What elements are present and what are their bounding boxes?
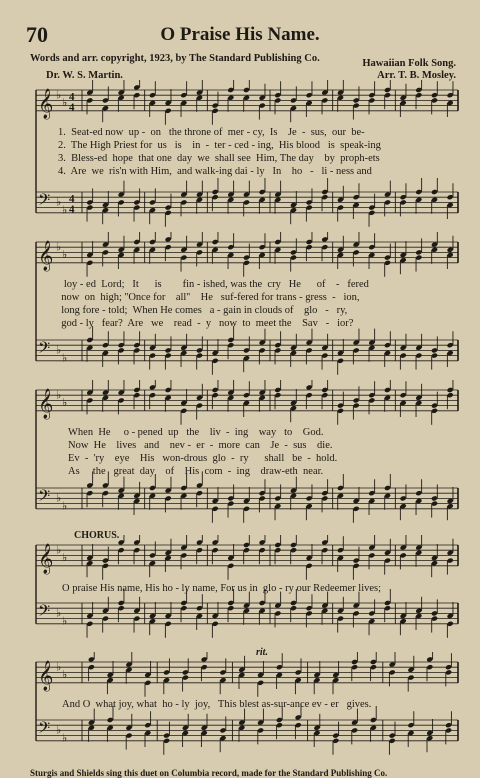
flat-sign: ♭ — [62, 732, 68, 745]
time-signature-top: 4 — [69, 90, 75, 103]
bass-clef: 𝄢 — [38, 602, 51, 625]
lyric-line: When He o - pened up the liv - ing way to God. — [68, 427, 324, 438]
lyric-line: Ev - 'ry eye His won-drous glo - ry shall be - hold. — [68, 453, 338, 464]
flat-sign: ♭ — [62, 615, 68, 628]
lyric-line: god - ly fear? Are we read - y now to meet the Sav - ior? — [56, 318, 354, 329]
hymn-title: O Praise His Name. — [160, 24, 320, 45]
time-signature-bottom: 4 — [69, 203, 75, 216]
treble-clef: 𝄞 — [38, 543, 54, 574]
flat-sign: ♭ — [56, 196, 62, 209]
treble-clef: 𝄞 — [38, 660, 54, 691]
bass-clef: 𝄢 — [38, 719, 51, 742]
arranger-credit: Arr. T. B. Mosley. — [377, 70, 456, 81]
footer-note: Sturgis and Shields sing this duet on Columbia record, made for the Standard Publishing Co. — [30, 768, 388, 778]
lyric-line: 2. The High Priest for us is in - ter - ced - ing, His blood is speak-ing — [58, 140, 381, 151]
folk-song-credit: Hawaiian Folk Song. — [362, 58, 456, 69]
hymn-number: 70 — [26, 22, 48, 47]
lyric-line: loy - ed Lord; It is fin - ished, was the cry He of - fered — [56, 279, 369, 290]
flat-sign: ♭ — [56, 607, 62, 620]
time-signature-bottom: 4 — [69, 101, 75, 114]
time-signature-top: 4 — [69, 192, 75, 205]
flat-sign: ♭ — [62, 204, 68, 217]
composer-credit: Dr. W. S. Martin. — [46, 70, 123, 81]
flat-sign: ♭ — [62, 352, 68, 365]
lyric-line: O praise His name, His ho - ly name, For us in glo - ry our Redeemer lives; — [62, 583, 382, 594]
flat-sign: ♭ — [56, 492, 62, 505]
flat-sign: ♭ — [62, 397, 68, 410]
flat-sign: ♭ — [62, 500, 68, 513]
flat-sign: ♭ — [56, 544, 62, 557]
flat-sign: ♭ — [62, 249, 68, 262]
bass-clef: 𝄢 — [38, 191, 51, 214]
bass-clef: 𝄢 — [38, 339, 51, 362]
lyric-line: now on high; ''Once for all'' He suf-fered for trans - gress - ion, — [56, 292, 360, 303]
lyric-line: long fore - told; When He comes a - gain in clouds of glo - ry, — [56, 305, 348, 316]
treble-clef: 𝄞 — [38, 388, 54, 419]
lyric-line: 4. Are we ris'n with Him, and walk-ing dai - ly In ho - li - ness and — [58, 166, 372, 177]
lyric-line: As the great day of His com - ing draw-eth near. — [68, 466, 324, 477]
flat-sign: ♭ — [56, 389, 62, 402]
lyric-line: 3. Bless-ed hope that one day we shall see Him, The day by proph-ets — [58, 153, 380, 164]
flat-sign: ♭ — [56, 241, 62, 254]
flat-sign: ♭ — [56, 724, 62, 737]
treble-clef: 𝄞 — [38, 240, 54, 271]
flat-sign: ♭ — [62, 552, 68, 565]
copyright-line: Words and arr. copyright, 1923, by The Standard Publishing Co. — [30, 53, 320, 64]
ritardando-mark: rit. — [256, 647, 268, 658]
flat-sign: ♭ — [56, 89, 62, 102]
treble-clef: 𝄞 — [38, 88, 54, 119]
flat-sign: ♭ — [56, 344, 62, 357]
lyric-line: Now He lives and nev - er - more can Je - sus die. — [68, 440, 333, 451]
bass-clef: 𝄢 — [38, 487, 51, 510]
flat-sign: ♭ — [56, 661, 62, 674]
flat-sign: ♭ — [62, 97, 68, 110]
lyric-line: And O what joy, what ho - ly joy, This blest as-sur-ance ev - er gives. — [62, 699, 372, 710]
flat-sign: ♭ — [62, 669, 68, 682]
lyric-line: 1. Seat-ed now up - on the throne of mer - cy, Is Je - sus, our be- — [58, 127, 365, 138]
chorus-label: CHORUS. — [74, 530, 120, 541]
